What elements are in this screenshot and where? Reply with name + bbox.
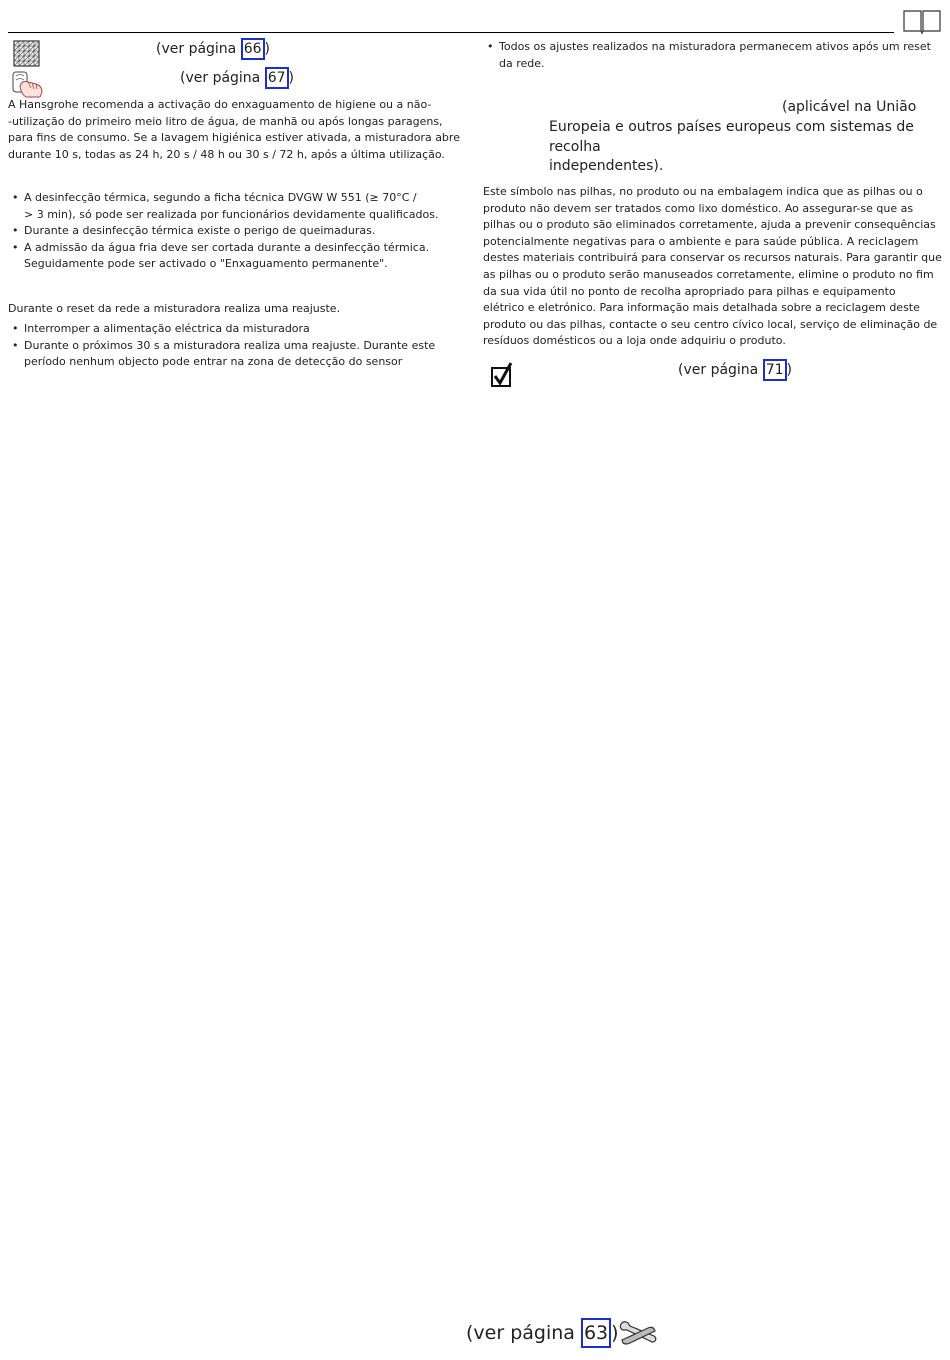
page-link-67[interactable]: 67 — [265, 67, 289, 89]
list-line: • Interromper a alimentação eléctrica da misturadora — [24, 322, 310, 335]
paragraph-line: as pilhas ou o produto serão manuseados corretamente, elimine o produto no fim — [483, 267, 934, 281]
reset-intro: Durante o reset da rede a misturadora realiza uma reajuste. — [8, 302, 341, 315]
reference-close: ) — [264, 41, 271, 57]
list-line: Seguidamente pode ser activado o "Enxaguamento permanente". — [24, 257, 388, 271]
list-item — [8, 240, 468, 273]
page-reference-67 — [180, 67, 294, 89]
reset-list — [8, 321, 468, 371]
paragraph-line: Este símbolo nas pilhas, no produto ou na embalagem indica que as pilhas ou o — [483, 185, 923, 198]
list-line: • Durante o próximos 30 s a misturadora realiza uma reajuste. Durante este — [24, 338, 436, 352]
list-line: • Durante a desinfecção térmica existe o perigo de queimaduras. — [24, 224, 376, 238]
eu-note-line: Europeia e outros países europeus com sistemas de recolha — [549, 119, 914, 155]
list-line: • A desinfecção térmica, segundo a ficha técnica DVGW W 551 (≥ 70°C / — [24, 191, 417, 204]
footer-page-reference — [466, 1318, 619, 1348]
list-item — [483, 39, 938, 72]
paragraph-line: elétrico e eletrónico. Para informação mais detalhada sobre a reciclagem deste — [483, 301, 920, 315]
eu-note — [549, 118, 944, 177]
list-item — [8, 338, 468, 371]
hand-cleaning-icon — [10, 70, 44, 98]
page-reference-71 — [678, 359, 792, 381]
disinfection-list — [8, 190, 468, 273]
paragraph-line: durante 10 s, todas as 24 h, 20 s / 48 h ou 30 s / 72 h, após a última utilização. — [8, 147, 445, 161]
reference-close: ) — [611, 1322, 619, 1344]
list-line: período nenhum objecto pode entrar na zona de detecção do sensor — [24, 355, 403, 369]
list-line: > 3 min), só pode ser realizada por funcionários devidamente qualificados. — [24, 207, 439, 221]
list-line: • Todos os ajustes realizados na misturadora permanecem ativos após um reset — [499, 40, 931, 53]
list-item — [8, 190, 468, 223]
paragraph-line: A Hansgrohe recomenda a activação do enxaguamento de higiene ou a não- — [8, 98, 432, 111]
paragraph-line: destes materiais contribuirá para conservar os recursos naturais. Para garantir que — [483, 251, 942, 265]
list-item — [8, 321, 468, 338]
reference-close: ) — [288, 70, 295, 86]
reference-text: (ver página — [180, 70, 265, 86]
reference-text: (ver página — [156, 41, 241, 57]
paragraph-line: resíduos domésticos ou a loja onde adquiriu o produto. — [483, 334, 786, 348]
hatched-square-icon — [13, 40, 40, 67]
page-reference-66 — [156, 38, 270, 60]
reference-text: (ver página — [678, 362, 763, 378]
wrench-tools-icon — [618, 1320, 658, 1346]
list-line: • A admissão da água fria deve ser cortada durante a desinfecção térmica. — [24, 240, 430, 254]
hygiene-paragraph — [8, 97, 468, 163]
paragraph-line: pilhas ou o produto são eliminados corretamente, ajuda a prevenir consequências — [483, 218, 936, 232]
reference-text: (ver página — [466, 1322, 581, 1344]
paragraph-line: produto ou das pilhas, contacte o seu centro cívico local, serviço de eliminação de — [483, 317, 938, 331]
page-link-66[interactable]: 66 — [241, 38, 265, 60]
paragraph-line: produto não devem ser tratados como lixo doméstico. Ao assegurar-se que as — [483, 201, 914, 215]
paragraph-line: -utilização do primeiro meio litro de água, de manhã ou após longas paragens, — [8, 114, 443, 128]
list-line: da rede. — [499, 56, 545, 70]
settings-list — [483, 39, 938, 72]
checkbox-check-icon — [490, 362, 514, 388]
disposal-paragraph — [483, 184, 945, 350]
eu-note-line: independentes). — [549, 158, 664, 174]
page-link-63[interactable]: 63 — [581, 1318, 611, 1348]
page-link-71[interactable]: 71 — [763, 359, 787, 381]
paragraph-line: potencialmente negativas para o ambiente e para saúde pública. A reciclagem — [483, 234, 919, 248]
list-item — [8, 223, 468, 240]
reference-close: ) — [786, 362, 793, 378]
eu-note-first: (aplicável na União — [782, 99, 917, 115]
header-rule — [8, 32, 894, 33]
paragraph-line: da sua vida útil no ponto de recolha apropriado para pilhas e equipamento — [483, 284, 896, 298]
paragraph-line: para fins de consumo. Se a lavagem higiénica estiver ativada, a misturadora abre — [8, 131, 460, 145]
manual-book-icon — [903, 8, 941, 34]
